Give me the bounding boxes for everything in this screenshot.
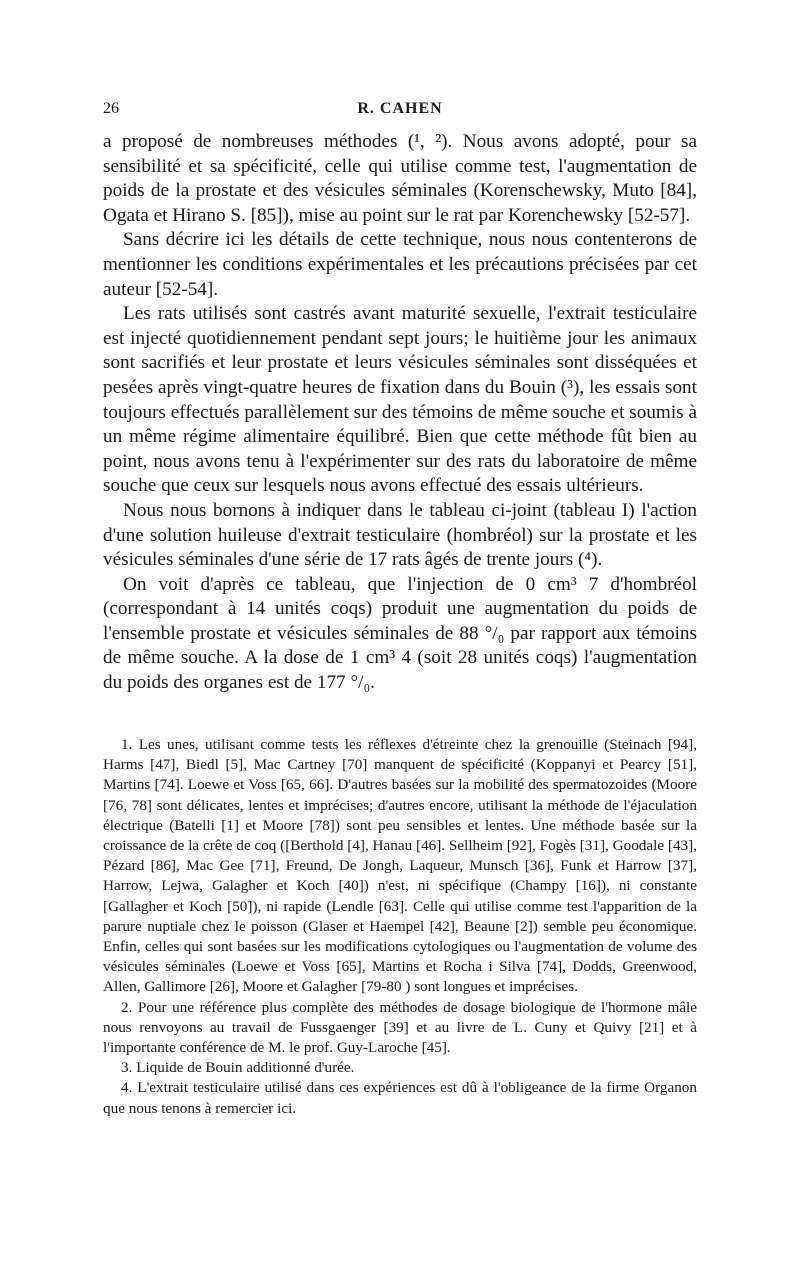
main-text <box>103 130 697 696</box>
footnote-4: 4. L'extrait testiculaire utilisé dans ces expériences est dû à l'obligeance de la firme Organon que nous tenons à remercier ici. <box>103 1079 697 1117</box>
footnote-3: 3. Liquide de Bouin additionné d'urée. <box>121 1059 355 1077</box>
page-number: 26 <box>103 100 119 117</box>
running-head: R. CAHEN <box>357 100 443 117</box>
paragraph-1: a proposé de nombreuses méthodes (¹, ²). Nous avons adopté, pour sa sensibilité et sa spécificité, celle qui utilise comme test, l'augmentation de poids de la prostate et des vésicules séminales (Korenschewsky, Muto [84], Ogata et Hirano S. [85]), mise au point sur le rat par Korenchewsky [52-57]. <box>103 131 697 226</box>
page-header <box>103 100 697 124</box>
paragraph-3: Les rats utilisés sont castrés avant maturité sexuelle, l'extrait testiculaire est injecté quotidiennement pendant sept jours; le huitième jour les animaux sont sacrifiés et leur prostate et leurs vésicules séminales sont disséquées et pesées après vingt-quatre heures de fixation dans du Bouin (³), les essais sont toujours effectués parallèlement sur des témoins de même souche et soumis à un même régime alimentaire équilibré. Bien que cette méthode fût bien au point, nous avons tenu à l'expérimenter sur des rats du laboratoire de même souche que ceux sur lesquels nous avons effectué des essais ultérieurs. <box>103 303 697 497</box>
paragraph-2: Sans décrire ici les détails de cette technique, nous nous contenterons de mentionner les conditions expérimentales et les précautions précisées par cet auteur [52-54]. <box>103 229 697 300</box>
footnotes <box>103 735 697 1119</box>
footnote-1: 1. Les unes, utilisant comme tests les réflexes d'étreinte chez la grenouille (Steinach [94], Harms [47], Biedl [5], Mac Cartney [70] manquent de spécificité (Koppanyi et Pearcy [51], Martins [74]. Loewe et Voss [65, 66]. D'autres basées sur la mobilité des spermatozoides (Moore [76, 78] sont délicates, lentes et imprécises; d'autres encore, utilisant la méthode de l'éjaculation électrique (Batelli [1] et Moore [78]) sont peu sensibles et lentes. Une méthode basée sur la croissance de la crête de coq ([Berthold [4], Hanau [46]. Sellheim [92], Fogès [31], Goodale [43], Pézard [86], Mac Gee [71], Freund, De Jongh, Laqueur, Munsch [36], Funk et Harrow [37], Harrow, Lejwa, Galagher et Koch [40]) n'est, ni spécifique (Champy [16]), ni constante [Gallagher et Koch [50]), ni rapide (Lendle [63]. Celle qui utilise comme test l'apparition de la parure nuptiale chez le poisson (Glaser et Haempel [42], Beaune [2]) semble peu économique. Enfin, celles qui sont basées sur les modifications cytologiques ou l'augmentation de volume des vésicules séminales (Loewe et Voss [65], Martins et Rocha i Silva [74], Dodds, Greenwood, Allen, Gallimore [26], Moore et Galagher [79-80 ) sont longues et imprécises. <box>103 736 697 996</box>
paragraph-4: Nous nous bornons à indiquer dans le tableau ci-joint (tableau I) l'action d'une solution huileuse d'extrait testiculaire (hombréol) sur la prostate et les vésicules séminales d'une série de 17 rats âgés de trente jours (⁴). <box>103 499 697 571</box>
footnote-2: 2. Pour une référence plus complète des méthodes de dosage biologique de l'hormone mâle nous renvoyons au travail de Fussgaenger [39] et au livre de L. Cuny et Quivy [21] et à l'importante conférence de M. le prof. Guy-Laroche [45]. <box>103 998 697 1057</box>
paragraph-5: On voit d'après ce tableau, que l'injection de 0 cm³ 7 d'hombréol (correspondant à 14 unités coqs) produit une augmentation du poids de l'ensemble prostate et vésicules séminales de 88 °/₀ par rapport aux témoins de même souche. A la dose de 1 cm³ 4 (soit 28 unités coqs) l'augmentation du poids des organes est de 177 °/₀. <box>103 573 697 694</box>
